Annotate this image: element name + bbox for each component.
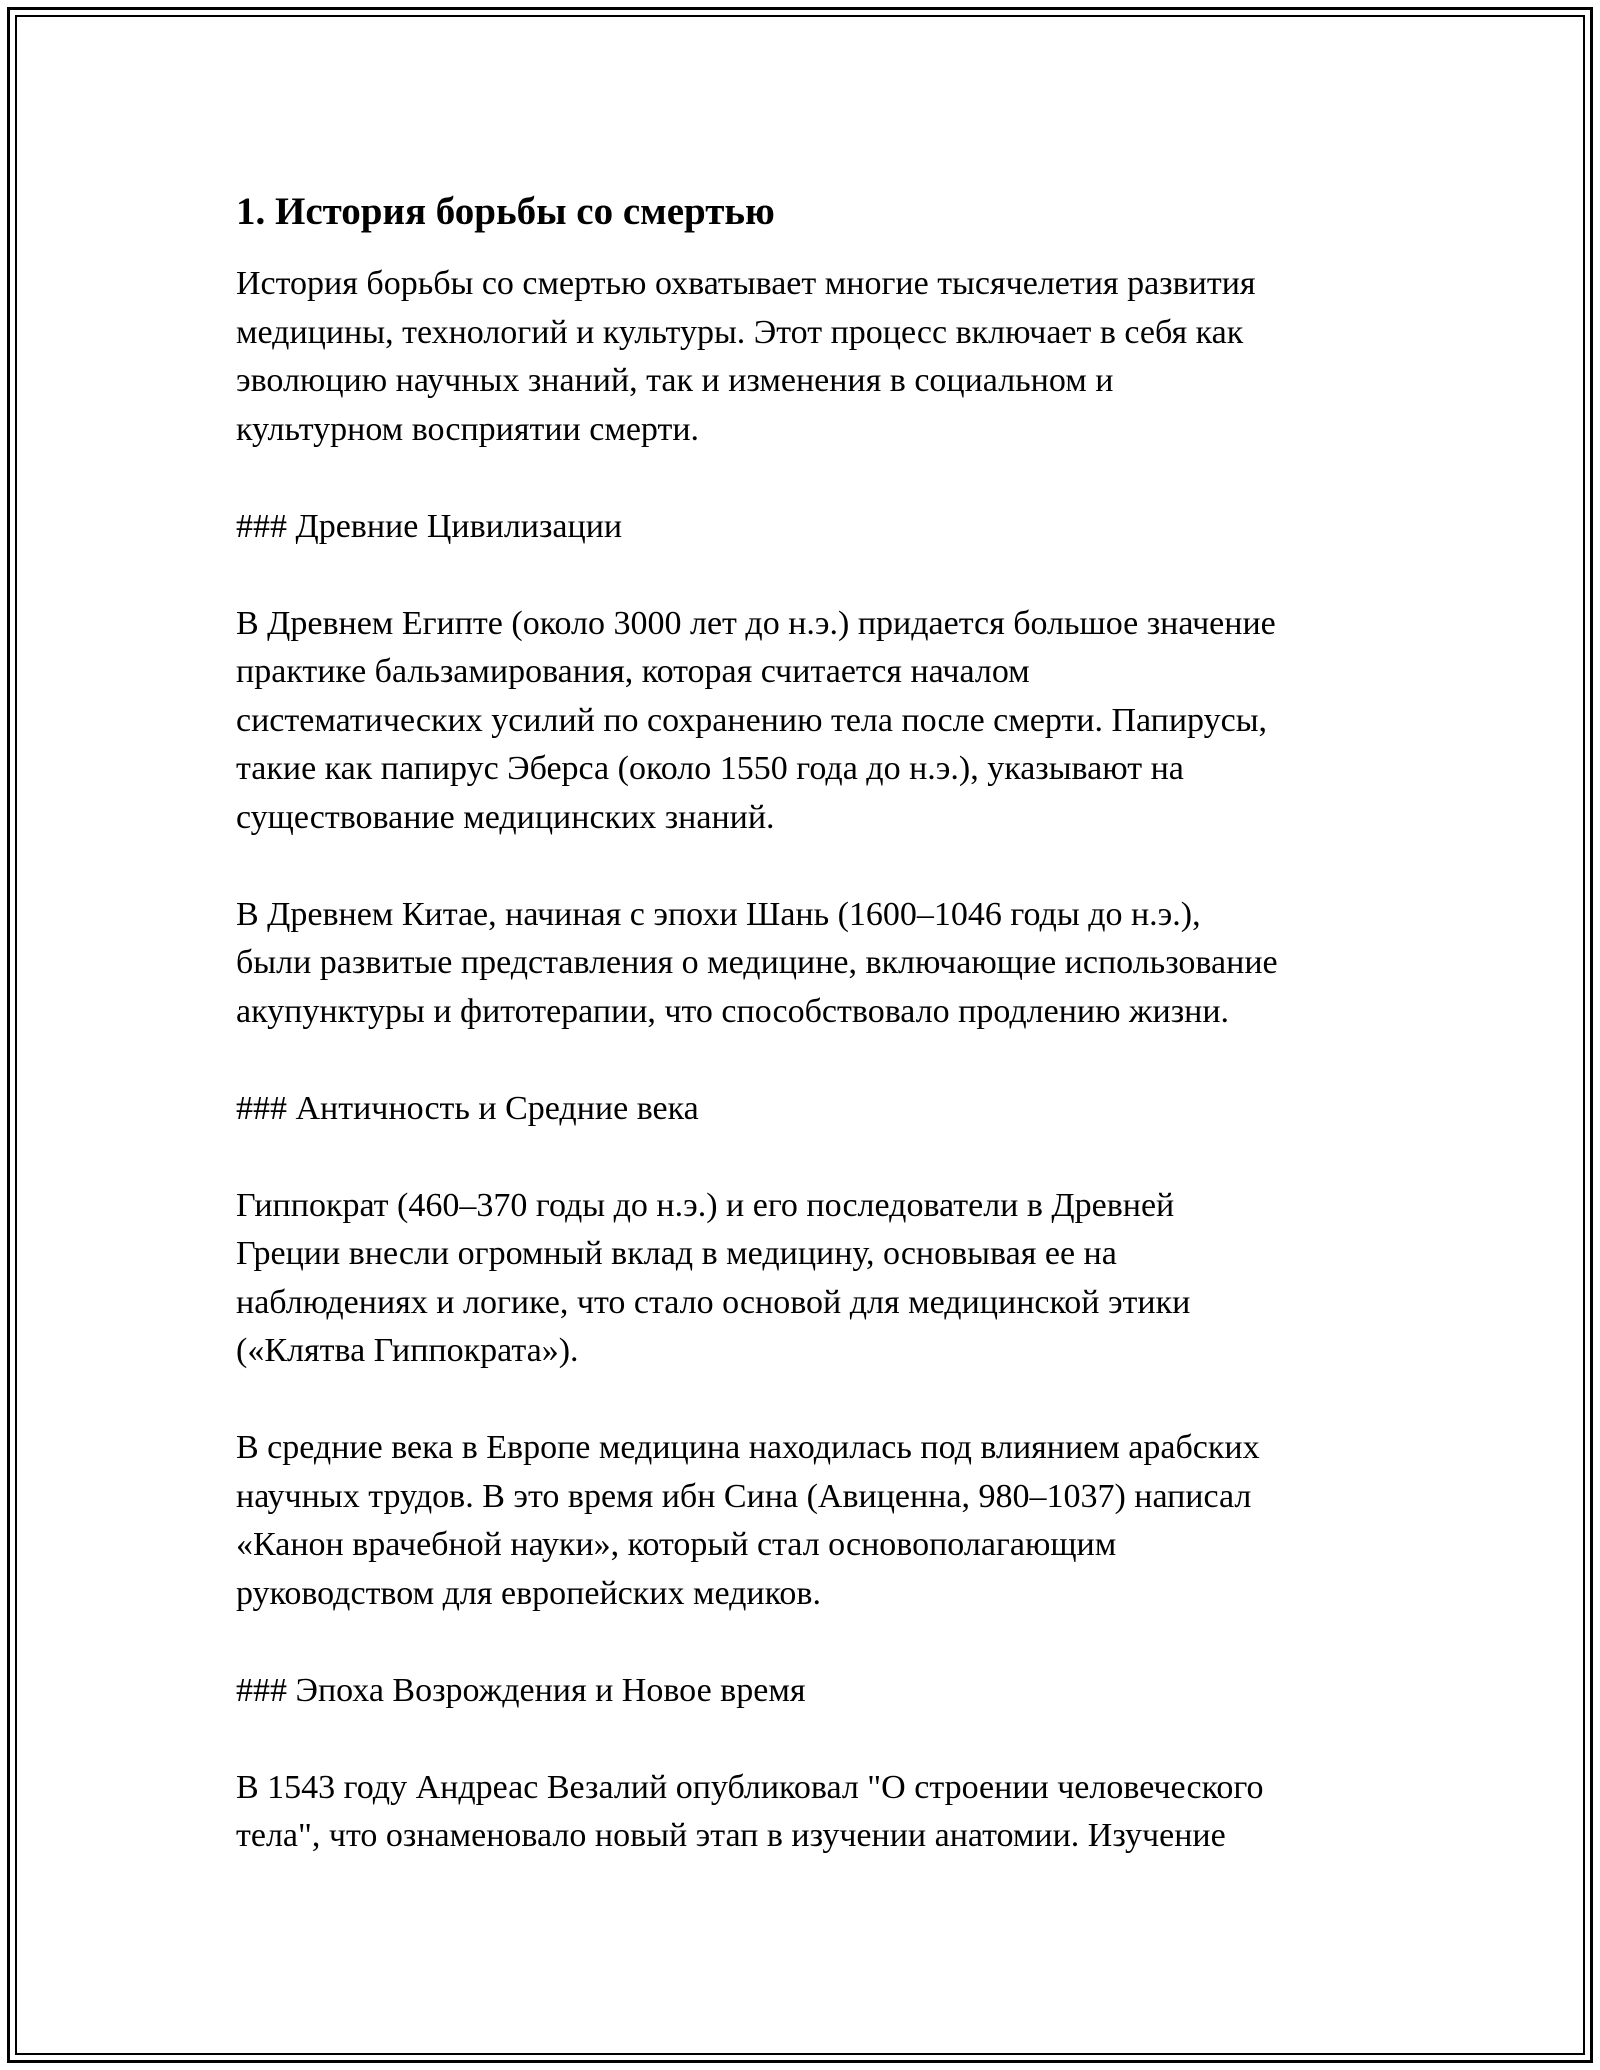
- document-body: [236, 186, 1376, 1909]
- paragraph-ancient-egypt: В Древнем Египте (около 3000 лет до н.э.) придается большое значение практике бальзамирования, которая считается началом систематических усилий по сохранению тела после смерти. Папирусы, такие как папирус Эберса (около 1550 года до н.э.), указывают на существование медицинских знаний.: [236, 604, 1276, 836]
- subheading-ancient-civilizations: ### Древние Цивилизации: [236, 507, 623, 545]
- subheading-renaissance-modern: ### Эпоха Возрождения и Новое время: [236, 1671, 806, 1709]
- section-title: 1. История борьбы со смертью: [236, 190, 775, 233]
- paragraph-vesalius: В 1543 году Андреас Везалий опубликовал "О строении человеческого тела", что ознаменовало новый этап в изучении анатомии. Изучение: [236, 1768, 1264, 1854]
- paragraph-middle-ages-europe: В средние века в Европе медицина находилась под влиянием арабских научных трудов. В это время ибн Сина (Авиценна, 980–1037) написал «Канон врачебной науки», который стал основополагающим руководством для европейских медиков.: [236, 1429, 1260, 1612]
- paragraph-ancient-china: В Древнем Китае, начиная с эпохи Шань (1600–1046 годы до н.э.), были развитые представления о медицине, включающие использование акупунктуры и фитотерапии, что способствовало продлению жизни.: [236, 895, 1278, 1030]
- intro-paragraph: История борьбы со смертью охватывает многие тысячелетия развития медицины, технологий и культуры. Этот процесс включает в себя как эволюцию научных знаний, так и изменения в социальном и культурном восприятии смерти.: [236, 265, 1256, 448]
- paragraph-hippocrates: Гиппократ (460–370 годы до н.э.) и его последователи в Древней Греции внесли огромный вклад в медицину, основывая ее на наблюдениях и логике, что стало основой для медицинской этики («Клятва Гиппократа»).: [236, 1186, 1191, 1369]
- subheading-antiquity-middle-ages: ### Античность и Средние века: [236, 1089, 699, 1127]
